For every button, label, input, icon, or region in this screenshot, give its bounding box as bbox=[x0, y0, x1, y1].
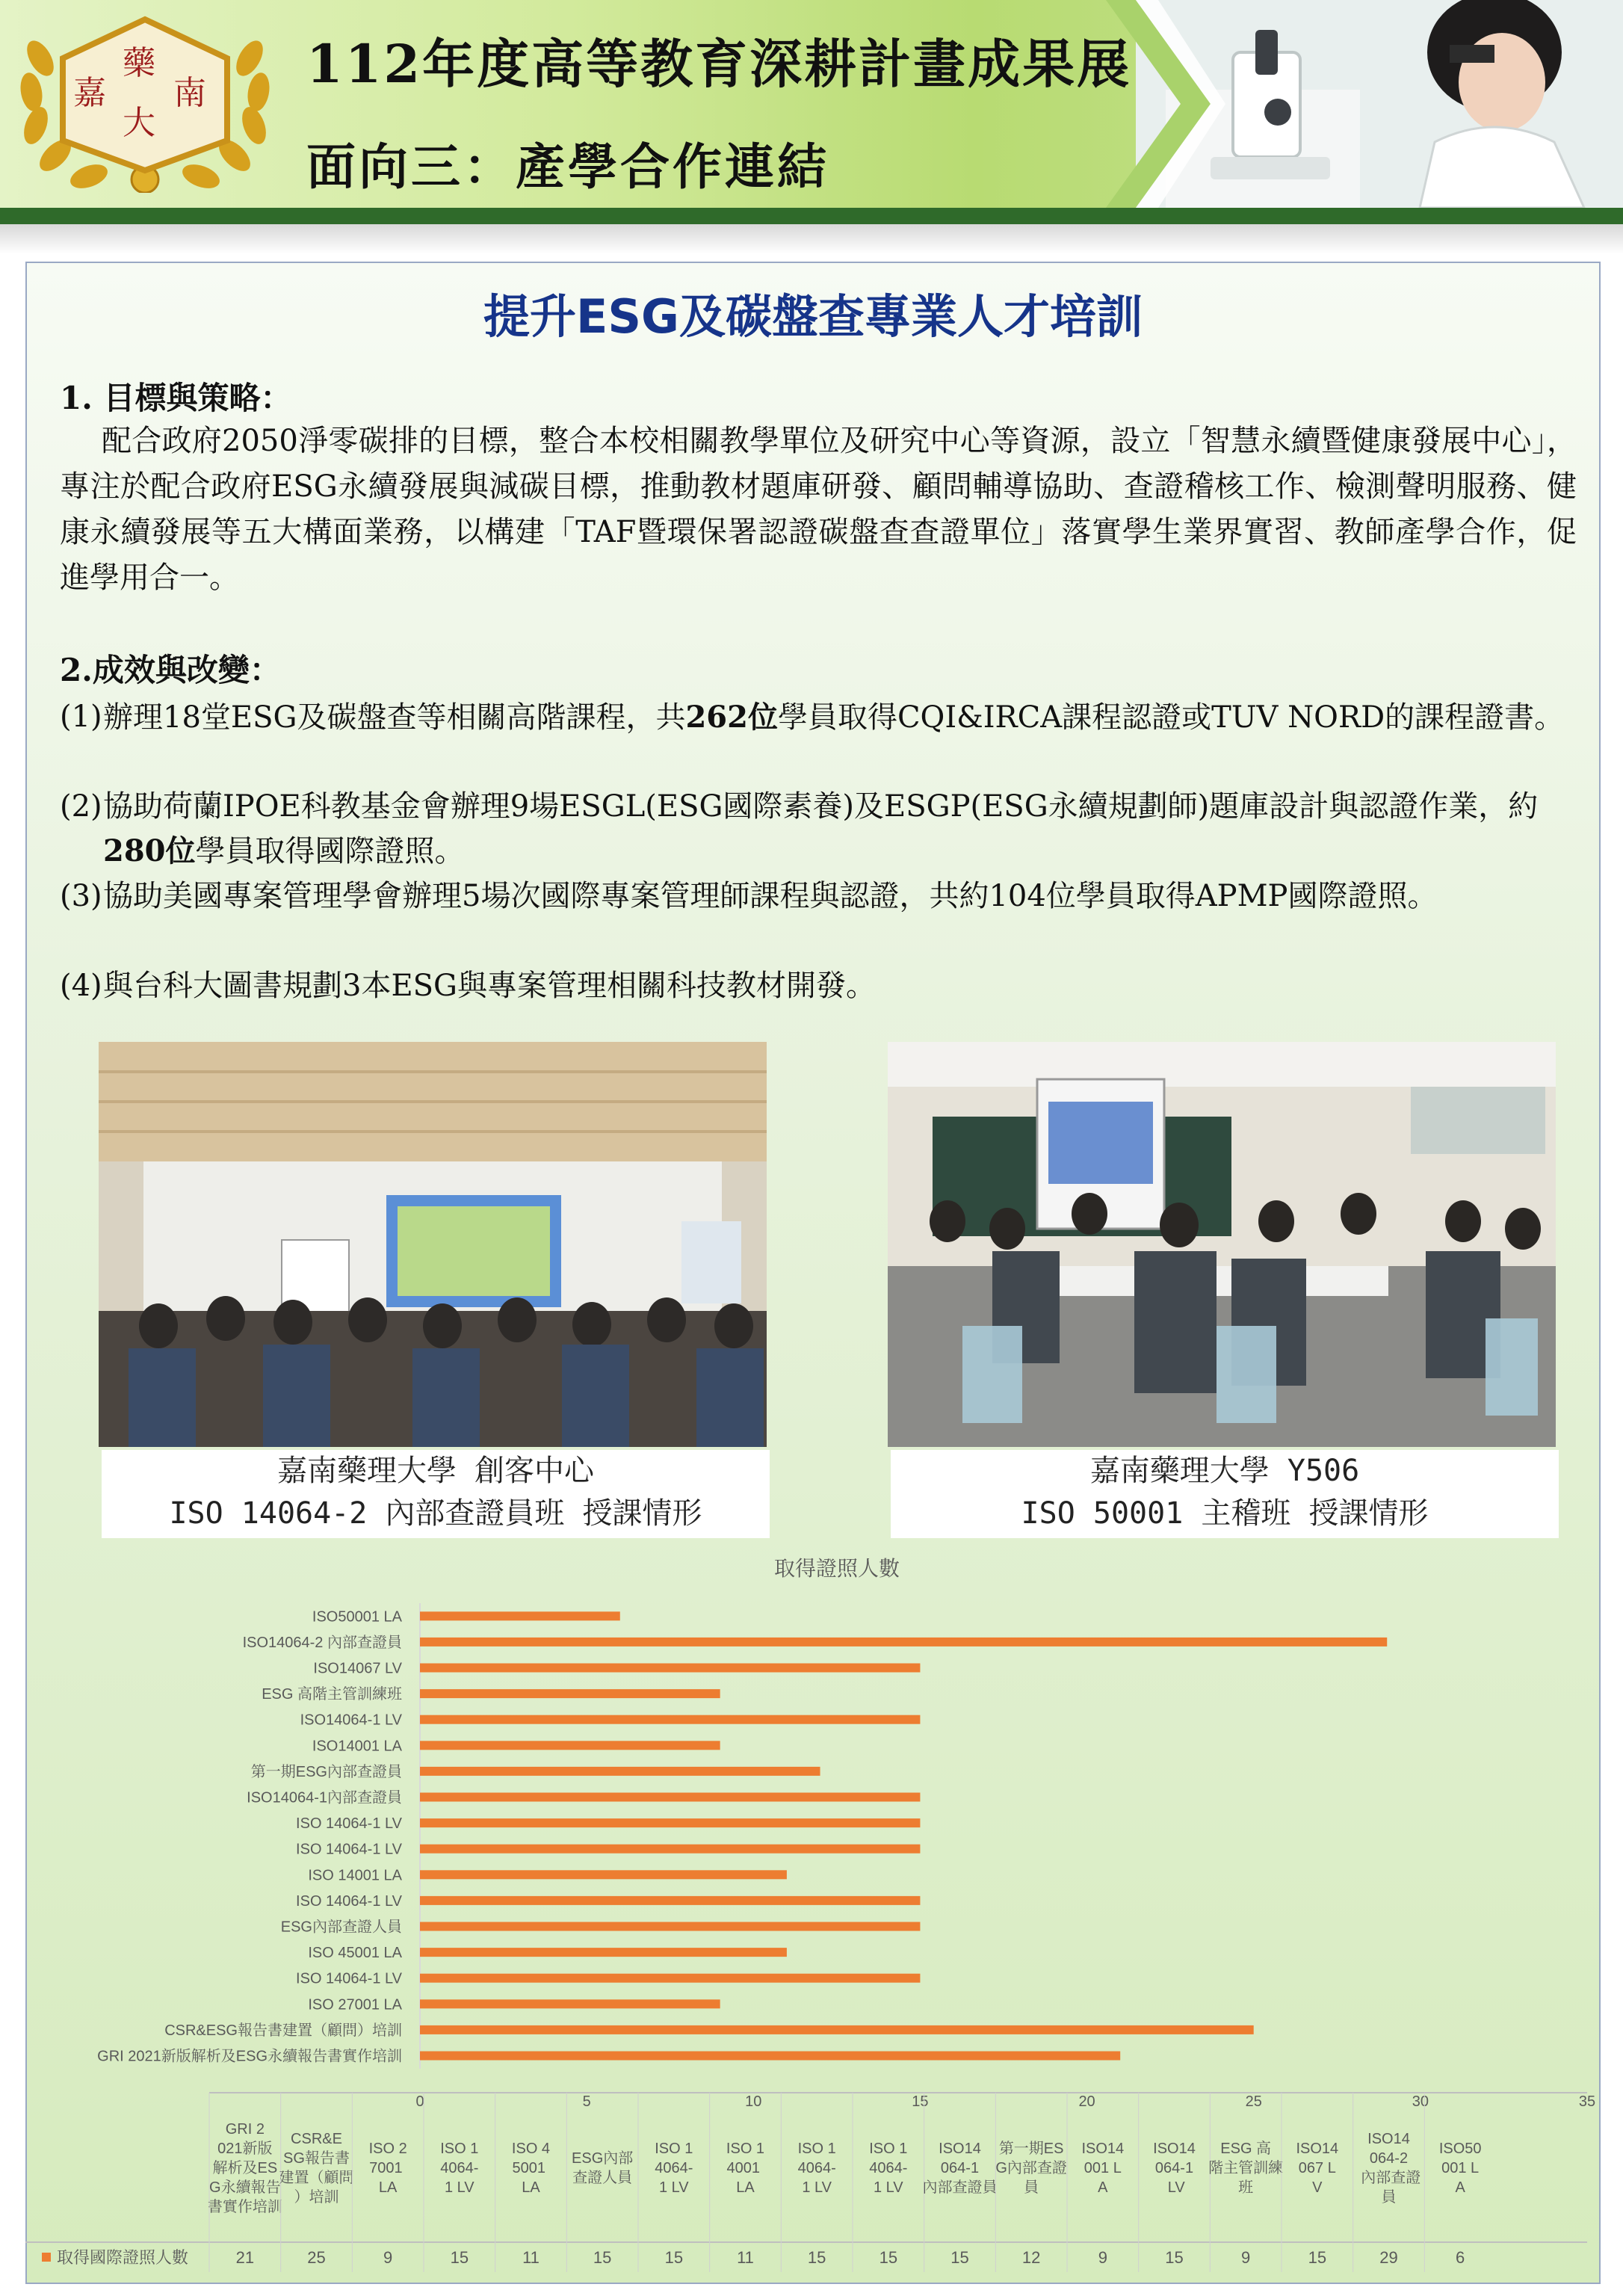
table-col-header-line: 001 L bbox=[1083, 2160, 1122, 2176]
table-value: 9 bbox=[383, 2248, 393, 2267]
category-label: ISO14064-1 LV bbox=[300, 1712, 402, 1729]
x-tick-label: 5 bbox=[582, 2093, 591, 2110]
table-col-header-line: ISO14 bbox=[1153, 2141, 1196, 2157]
bar bbox=[420, 2052, 1120, 2061]
table-col-header-line: 067 L bbox=[1298, 2160, 1336, 2176]
table-col-header-line: CSR&E bbox=[291, 2131, 342, 2147]
photo-1-caption bbox=[102, 1450, 770, 1538]
category-label: ISO 14064-1 LV bbox=[296, 1892, 402, 1910]
header-divider bbox=[0, 208, 1623, 224]
table-col-header-line: 書實作培訓 bbox=[207, 2199, 282, 2215]
table-value: 15 bbox=[879, 2248, 898, 2267]
table-value: 15 bbox=[1165, 2248, 1184, 2267]
category-label: ESG 高階主管訓練班 bbox=[262, 1686, 402, 1703]
certification-bar-chart bbox=[0, 1547, 1623, 2295]
chart-data-table bbox=[25, 2093, 1587, 2272]
category-label: ISO 45001 LA bbox=[308, 1945, 402, 1962]
category-label: ISO14064-2 內部查證員 bbox=[242, 1634, 402, 1651]
table-col-header-line: 4064- bbox=[869, 2160, 908, 2176]
table-col-header-line: LA bbox=[378, 2179, 398, 2196]
table-col-header bbox=[1081, 2141, 1124, 2196]
table-value: 9 bbox=[1098, 2248, 1107, 2267]
table-col-header-line: ISO 1 bbox=[726, 2141, 765, 2157]
category-label: GRI 2021新版解析及ESG永續報告書實作培訓 bbox=[97, 2048, 402, 2065]
table-col-header-line: 第一期ES bbox=[998, 2141, 1064, 2157]
item-highlight: 262位 bbox=[685, 700, 778, 735]
item-text: 與台科大圖書規劃3本ESG與專案管理相關科技教材開發。 bbox=[103, 969, 877, 1003]
x-tick-label: 35 bbox=[1578, 2093, 1596, 2110]
item-number: (3) bbox=[60, 879, 102, 913]
category-label: CSR&ESG報告書建置（顧問）培訓 bbox=[164, 2022, 402, 2039]
table-col-header-line: ISO 4 bbox=[511, 2141, 551, 2157]
table-value: 9 bbox=[1241, 2248, 1251, 2267]
section1-heading: 1. 目標與策略： bbox=[60, 380, 292, 416]
chart-bars bbox=[420, 1611, 1387, 2060]
chart-category-labels bbox=[97, 1608, 403, 2064]
table-value: 25 bbox=[307, 2248, 326, 2267]
table-col-header bbox=[572, 2150, 633, 2186]
bar bbox=[420, 1793, 920, 1802]
header-chevron bbox=[1106, 0, 1225, 208]
table-col-header bbox=[208, 2121, 282, 2215]
bar bbox=[420, 1922, 920, 1931]
category-label: ISO 14001 LA bbox=[308, 1867, 402, 1884]
table-col-header-line: LA bbox=[736, 2179, 755, 2196]
table-col-header-line: 001 L bbox=[1441, 2160, 1480, 2176]
bar bbox=[420, 1896, 920, 1905]
item-text: 辦理18堂ESG及碳盤查等相關高階課程，共 bbox=[103, 700, 686, 735]
result-item-4 bbox=[60, 964, 1577, 1008]
table-col-header-line: 1 LV bbox=[802, 2179, 832, 2196]
table-col-header-line: G內部查證 bbox=[995, 2160, 1067, 2176]
x-tick-label: 20 bbox=[1078, 2093, 1095, 2110]
bar bbox=[420, 1767, 820, 1776]
legend-swatch bbox=[42, 2253, 51, 2262]
bar bbox=[420, 1611, 620, 1620]
section1-paragraph: 配合政府2050淨零碳排的目標，整合本校相關教學單位及研究中心等資源，設立「智慧永續暨健康發展中心」，專注於配合政府ESG永續發展與減碳目標，推動教材題庫研發、顧問輔導協助、查證稽核工作、檢測聲明服務、健康永續發展等五大構面業務，以構建「TAF暨環保署認證碳盤查查證單位」落實學生業界實習、教師產學合作，促進學用合一。 bbox=[60, 424, 1577, 595]
photo-2-caption-line1: 嘉南藥理大學 Y506 bbox=[1089, 1454, 1360, 1488]
bar bbox=[420, 1638, 1387, 1647]
table-col-header bbox=[995, 2140, 1067, 2196]
table-col-header-line: ISO14 bbox=[1081, 2141, 1125, 2157]
category-label: ESG內部查證人員 bbox=[280, 1919, 402, 1936]
table-col-header-line: 內部查證員 bbox=[922, 2179, 998, 2196]
item-highlight: 280位 bbox=[103, 833, 196, 868]
category-label: ISO14001 LA bbox=[312, 1738, 402, 1755]
chart-x-ticks bbox=[415, 2093, 1595, 2110]
table-col-header-line: V bbox=[1312, 2179, 1323, 2196]
item-number: (1) bbox=[60, 700, 102, 734]
category-label: ISO 14064-1 LV bbox=[296, 1815, 402, 1833]
table-col-header-line: ISO14 bbox=[1296, 2141, 1339, 2157]
category-label: ISO 27001 LA bbox=[308, 1996, 402, 2013]
table-col-header-line: 5001 bbox=[512, 2160, 550, 2176]
emblem-char-top: 藥 bbox=[123, 44, 155, 82]
table-col-header bbox=[1296, 2141, 1338, 2196]
table-value: 29 bbox=[1379, 2248, 1398, 2267]
table-col-header-line: A bbox=[1098, 2179, 1108, 2196]
item-number: (4) bbox=[60, 969, 102, 1003]
table-col-header bbox=[1208, 2140, 1283, 2196]
photo-2-caption-line2: ISO 50001 主稽班 授課情形 bbox=[1021, 1496, 1429, 1531]
section2-heading: 2.成效與改變： bbox=[60, 652, 281, 688]
table-col-header-line: LA bbox=[522, 2179, 540, 2196]
table-col-header-line: 064-1 bbox=[940, 2160, 980, 2176]
poster-title: 提升ESG及碳盤查專業人才培訓 bbox=[483, 289, 1143, 344]
table-col-header-line: ISO 2 bbox=[368, 2141, 407, 2157]
table-col-header bbox=[655, 2141, 693, 2196]
table-col-header-line: G永續報告 bbox=[209, 2179, 281, 2196]
table-col-header-line: ISO 1 bbox=[797, 2141, 836, 2157]
table-col-header bbox=[369, 2141, 407, 2196]
bar bbox=[420, 1845, 920, 1854]
table-col-header-line: 1 LV bbox=[444, 2179, 474, 2196]
table-col-header-line: 員 bbox=[1024, 2179, 1039, 2196]
classroom-photo-2 bbox=[888, 1042, 1556, 1447]
table-col-header bbox=[279, 2131, 354, 2206]
bar bbox=[420, 1741, 720, 1750]
table-value: 6 bbox=[1456, 2248, 1465, 2267]
category-label: 第一期ESG內部查證員 bbox=[250, 1763, 402, 1780]
table-col-header-line: 021新版 bbox=[217, 2141, 273, 2157]
exhibition-title: 112年度高等教育深耕計畫成果展 bbox=[306, 33, 1132, 95]
table-value: 15 bbox=[450, 2248, 469, 2267]
item-text-end: 學員取得國際證照。 bbox=[195, 834, 465, 868]
table-value: 21 bbox=[235, 2248, 255, 2267]
table-col-header bbox=[440, 2141, 478, 2196]
table-col-header-line: ISO50 bbox=[1438, 2141, 1482, 2157]
bar bbox=[420, 1999, 720, 2008]
result-item-2 bbox=[60, 785, 1577, 874]
table-col-header-line: 7001 bbox=[369, 2160, 407, 2176]
table-col-header-line: ISO14 bbox=[1367, 2131, 1410, 2147]
table-col-header-line: GRI 2 bbox=[225, 2121, 265, 2138]
table-col-header bbox=[512, 2141, 550, 2196]
table-col-header-line: 4001 bbox=[726, 2160, 764, 2176]
table-col-header-line: 4064- bbox=[655, 2160, 693, 2176]
table-col-header-line: 解析及ES bbox=[212, 2160, 278, 2176]
bar bbox=[420, 1664, 920, 1673]
table-value: 15 bbox=[664, 2248, 684, 2267]
exhibition-subtitle: 面向三：產學合作連結 bbox=[306, 138, 829, 196]
table-col-header-line: ISO 1 bbox=[655, 2141, 693, 2157]
table-col-header-line: LV bbox=[1163, 2179, 1185, 2196]
table-col-header-line: ）培訓 bbox=[294, 2189, 339, 2206]
table-col-header bbox=[726, 2141, 764, 2196]
table-col-header-line: 4064- bbox=[440, 2160, 479, 2176]
bar bbox=[420, 1974, 920, 1983]
table-col-header-line: ISO 1 bbox=[440, 2141, 479, 2157]
table-value: 15 bbox=[807, 2248, 826, 2267]
table-value: 15 bbox=[950, 2248, 969, 2267]
photo-1-caption-line1: 嘉南藥理大學 創客中心 bbox=[276, 1454, 595, 1488]
item-text-end: 學員取得CQI&IRCA課程認證或TUV NORD的課程證書。 bbox=[777, 700, 1565, 735]
table-col-header bbox=[1153, 2141, 1196, 2196]
bar bbox=[420, 1818, 920, 1827]
table-col-header-line: A bbox=[1455, 2179, 1465, 2196]
table-value: 15 bbox=[593, 2248, 612, 2267]
x-tick-label: 30 bbox=[1412, 2093, 1429, 2110]
table-col-header-line: ISO 1 bbox=[869, 2141, 908, 2157]
header-banner bbox=[0, 0, 1623, 217]
item-number: (2) bbox=[60, 789, 102, 824]
table-col-header bbox=[869, 2141, 907, 2196]
category-label: ISO 14064-1 LV bbox=[296, 1841, 402, 1858]
bar bbox=[420, 1689, 720, 1698]
category-label: ISO50001 LA bbox=[312, 1608, 402, 1626]
table-col-header-line: 064-1 bbox=[1154, 2160, 1194, 2176]
x-tick-label: 25 bbox=[1245, 2093, 1262, 2110]
table-col-header-line: 內部查證 bbox=[1356, 2170, 1421, 2186]
table-col-header-line: ESG 高 bbox=[1220, 2141, 1272, 2157]
table-col-header-line: 064-2 bbox=[1369, 2150, 1409, 2167]
table-col-header bbox=[1357, 2131, 1421, 2206]
result-item-1 bbox=[60, 695, 1577, 740]
header-shadow bbox=[0, 224, 1623, 254]
category-label: ISO14067 LV bbox=[313, 1660, 402, 1677]
table-value: 15 bbox=[1308, 2248, 1327, 2267]
table-col-header-line: ESG內部 bbox=[572, 2150, 634, 2167]
emblem-char-left: 嘉 bbox=[73, 74, 106, 112]
photo-2-caption bbox=[891, 1450, 1559, 1538]
bar bbox=[420, 2025, 1254, 2034]
table-col-header-line: 4064- bbox=[797, 2160, 836, 2176]
table-col-header-line: 建置（顧問 bbox=[279, 2170, 354, 2186]
table-col-header bbox=[923, 2141, 998, 2196]
table-value: 12 bbox=[1021, 2248, 1041, 2267]
table-col-header-line: 員 bbox=[1381, 2189, 1397, 2206]
classroom-photo-1 bbox=[99, 1042, 767, 1447]
table-col-header-line: 查證人員 bbox=[572, 2170, 633, 2186]
chart-title: 取得證照人數 bbox=[773, 1557, 900, 1580]
result-item-3 bbox=[60, 874, 1577, 919]
table-col-header bbox=[798, 2141, 836, 2196]
emblem-char-bottom: 大 bbox=[123, 104, 155, 142]
bar bbox=[420, 1870, 787, 1879]
category-label: ISO14064-1內部查證員 bbox=[247, 1789, 402, 1806]
table-value: 11 bbox=[522, 2248, 540, 2267]
table-value: 11 bbox=[737, 2248, 754, 2267]
item-text: 協助荷蘭IPOE科教基金會辦理9場ESGL(ESG國際素養)及ESGP(ESG永續規劃師)題庫設計與認證作業，約 bbox=[103, 789, 1539, 824]
table-col-header-line: 階主管訓練 bbox=[1208, 2160, 1284, 2176]
x-tick-label: 0 bbox=[415, 2093, 424, 2110]
table-row-label: 取得國際證照人數 bbox=[57, 2248, 189, 2267]
bar bbox=[420, 1948, 787, 1957]
table-col-header-line: 1 LV bbox=[873, 2179, 903, 2196]
x-tick-label: 10 bbox=[745, 2093, 762, 2110]
table-col-header-line: 1 LV bbox=[658, 2179, 689, 2196]
x-tick-label: 15 bbox=[912, 2093, 929, 2110]
photo-1-caption-line2: ISO 14064-2 內部查證員班 授課情形 bbox=[169, 1496, 702, 1531]
table-col-header bbox=[1439, 2141, 1482, 2196]
table-col-header-line: ISO14 bbox=[939, 2141, 981, 2157]
category-label: ISO 14064-1 LV bbox=[296, 1970, 402, 1987]
item-text: 協助美國專案管理學會辦理5場次國際專案管理師課程與認證，共約104位學員取得APMP國際證照。 bbox=[103, 879, 1438, 913]
table-col-header-line: SG報告書 bbox=[283, 2150, 350, 2167]
table-col-header-line: 班 bbox=[1238, 2179, 1254, 2196]
emblem-char-right: 南 bbox=[173, 74, 206, 112]
bar bbox=[420, 1715, 920, 1724]
